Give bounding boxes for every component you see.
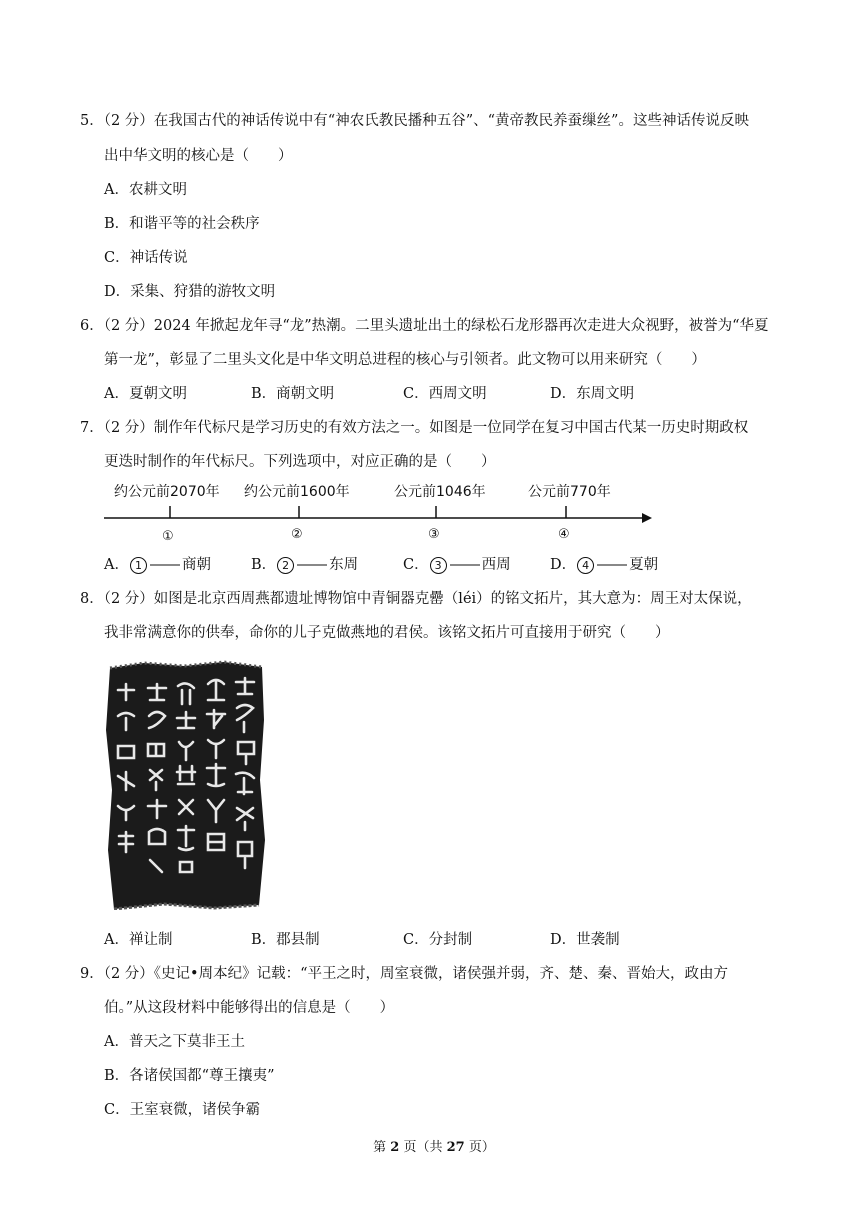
dash-icon bbox=[595, 561, 629, 569]
q7-option-c-text: 西周 bbox=[481, 557, 511, 573]
timeline-label-4: 公元前770年 bbox=[528, 484, 611, 500]
q7-option-a-marker: 1 bbox=[130, 557, 147, 574]
q9-option-c: C．王室衰微，诸侯争霸 bbox=[104, 1102, 261, 1118]
q7-option-d-text: 夏朝 bbox=[629, 557, 659, 573]
page-total: 27 bbox=[446, 1140, 465, 1155]
timeline-label-3: 公元前1046年 bbox=[394, 484, 486, 500]
q6-stem-line2: 第一龙”，彰显了二里头文化是中华文明总进程的核心与引领者。此文物可以用来研究（ ） bbox=[104, 352, 706, 368]
timeline-arrow-icon bbox=[642, 513, 652, 523]
q7-option-c-letter: C． bbox=[403, 557, 429, 573]
timeline-marker-2: ② bbox=[291, 527, 303, 542]
q7-option-d bbox=[550, 555, 658, 575]
dash-icon bbox=[448, 561, 482, 569]
q7-stem-line2: 更迭时制作的年代标尺。下列选项中，对应正确的是（ ） bbox=[104, 454, 496, 470]
q7-option-b bbox=[251, 555, 358, 575]
timeline-marker-3: ③ bbox=[428, 527, 440, 542]
q9-option-a: A．普天之下莫非王土 bbox=[104, 1034, 245, 1050]
q8-stem-line2: 我非常满意你的供奉，命你的儿子克做燕地的君侯。该铭文拓片可直接用于研究（ ） bbox=[104, 625, 670, 641]
timeline-figure bbox=[96, 478, 666, 548]
q7-option-c bbox=[403, 555, 511, 575]
q5-option-d: D．采集、狩猎的游牧文明 bbox=[104, 284, 276, 300]
timeline-label-2: 约公元前1600年 bbox=[244, 484, 350, 500]
q8-option-a: A．禅让制 bbox=[104, 932, 173, 948]
q6-option-b: B．商朝文明 bbox=[251, 386, 335, 402]
timeline-label-1: 约公元前2070年 bbox=[114, 484, 220, 500]
page-footer bbox=[0, 1140, 868, 1156]
q7-option-b-marker: 2 bbox=[277, 557, 294, 574]
q5-stem-line2: 出中华文明的核心是（ ） bbox=[104, 148, 293, 164]
q8-option-b: B．郡县制 bbox=[251, 932, 320, 948]
timeline-marker-4: ④ bbox=[558, 527, 570, 542]
q7-stem-line1: 7．（2 分）制作年代标尺是学习历史的有效方法之一。如图是一位同学在复习中国古代某一历史时期政权 bbox=[80, 420, 749, 436]
q5-option-c: C．神话传说 bbox=[104, 250, 188, 266]
q5-option-a: A．农耕文明 bbox=[104, 182, 187, 198]
q6-option-d: D．东周文明 bbox=[550, 386, 635, 402]
q7-option-d-letter: D． bbox=[550, 557, 577, 573]
dash-icon bbox=[148, 561, 182, 569]
bronze-inscription-rubbing-image bbox=[104, 660, 266, 910]
footer-middle: 页（共 bbox=[399, 1140, 447, 1155]
q7-option-b-text: 东周 bbox=[329, 557, 359, 573]
q7-option-a bbox=[104, 555, 211, 575]
dash-icon bbox=[295, 561, 329, 569]
page-number: 2 bbox=[390, 1140, 400, 1155]
q5-option-b: B．和谐平等的社会秩序 bbox=[104, 216, 260, 232]
q6-option-a: A．夏朝文明 bbox=[104, 386, 187, 402]
q6-stem-line1: 6．（2 分）2024 年掀起龙年寻“龙”热潮。二里头遗址出土的绿松石龙形器再次走进大众视野，被誉为“华夏 bbox=[80, 318, 769, 334]
q9-option-b: B．各诸侯国都“尊王攘夷” bbox=[104, 1068, 275, 1084]
footer-prefix: 第 bbox=[373, 1140, 391, 1155]
q9-stem-line2: 伯。”从这段材料中能够得出的信息是（ ） bbox=[104, 1000, 395, 1016]
q7-option-c-marker: 3 bbox=[430, 557, 447, 574]
q8-option-d: D．世袭制 bbox=[550, 932, 620, 948]
footer-suffix: 页） bbox=[464, 1140, 495, 1155]
q7-option-b-letter: B． bbox=[251, 557, 277, 573]
timeline-marker-1: ① bbox=[162, 529, 174, 544]
q7-option-a-letter: A． bbox=[104, 557, 129, 573]
q9-stem-line1: 9．（2 分）《史记•周本纪》记载：“平王之时，周室衰微，诸侯强并弱，齐、楚、秦、晋始大，政由方 bbox=[80, 966, 729, 982]
q8-stem-line1: 8．（2 分）如图是北京西周燕都遗址博物馆中青铜器克罍（léi）的铭文拓片，其大意为：周王对太保说， bbox=[80, 591, 752, 607]
q6-option-c: C．西周文明 bbox=[403, 386, 487, 402]
q5-stem-line1: 5．（2 分）在我国古代的神话传说中有“神农氏教民播种五谷”、“黄帝教民养蚕缫丝”。这些神话传说反映 bbox=[80, 113, 749, 129]
q8-option-c: C．分封制 bbox=[403, 932, 473, 948]
q7-option-a-text: 商朝 bbox=[181, 557, 211, 573]
q7-option-d-marker: 4 bbox=[577, 557, 594, 574]
